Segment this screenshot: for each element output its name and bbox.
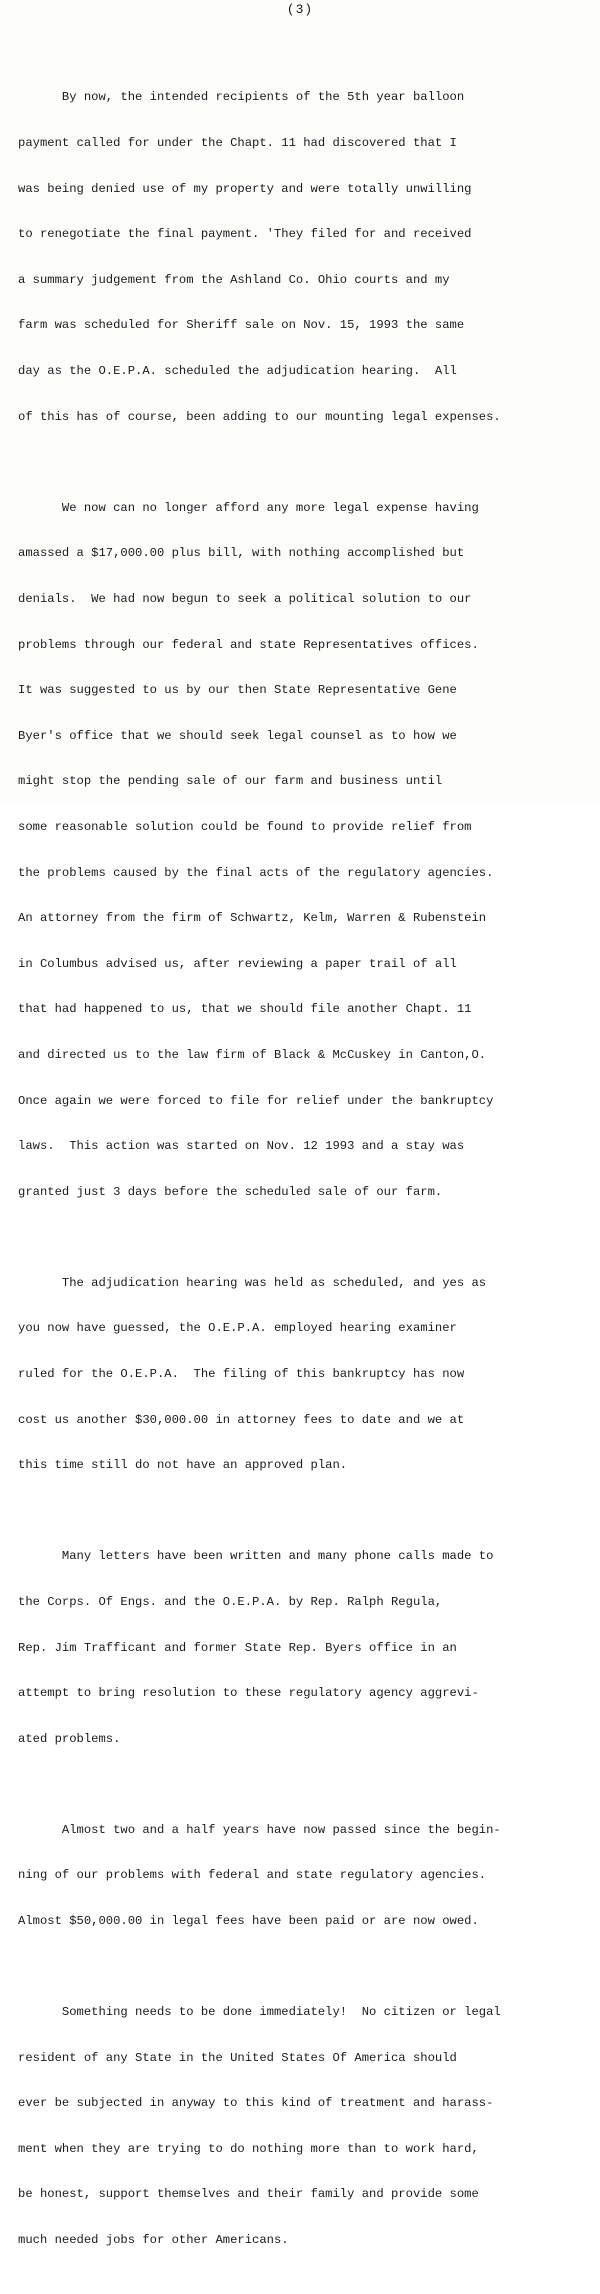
text-line: much needed jobs for other Americans. xyxy=(18,2233,289,2248)
text-line: resident of any State in the United States Of America should xyxy=(18,2050,457,2065)
paragraph-legal-expense xyxy=(18,470,592,1230)
text-line: in Columbus advised us, after reviewing a paper trail of all xyxy=(18,956,457,971)
text-line: problems through our federal and state Representatives offices. xyxy=(18,637,479,652)
text-line: and directed us to the law firm of Black & McCuskey in Canton,O. xyxy=(18,1048,487,1062)
paragraph-call-to-action xyxy=(18,1975,592,2279)
text-line: the problems caused by the final acts of the regulatory agencies. xyxy=(18,865,494,880)
text-line: Rep. Jim Trafficant and former State Rep. Byers office in an xyxy=(18,1640,457,1655)
text-line: might stop the pending sale of our farm and business until xyxy=(18,774,443,789)
text-line: some reasonable solution could be found to provide relief from xyxy=(18,819,472,834)
text-line: farm was scheduled for Sheriff sale on Nov. 15, 1993 the same xyxy=(18,318,465,333)
text-line: amassed a $17,000.00 plus bill, with nothing accomplished but xyxy=(18,546,465,561)
text-line: was being denied use of my property and were totally unwilling xyxy=(18,181,472,196)
text-line: attempt to bring resolution to these regulatory agency aggrevi- xyxy=(18,1686,479,1701)
text-line: ever be subjected in anyway to this kind of treatment and harass- xyxy=(18,2096,494,2111)
text-line: ning of our problems with federal and state regulatory agencies. xyxy=(18,1868,487,1883)
text-line: Once again we were forced to file for relief under the bankruptcy xyxy=(18,1093,494,1108)
paragraph-adjudication-hearing xyxy=(18,1245,592,1503)
text-line: ment when they are trying to do nothing more than to work hard, xyxy=(18,2141,479,2156)
text-line: ated problems. xyxy=(18,1731,121,1746)
text-line: the Corps. Of Engs. and the O.E.P.A. by Rep. Ralph Regula, xyxy=(18,1594,443,1609)
text-line: denials. We had now begun to seek a political solution to our xyxy=(18,591,472,606)
text-line: cost us another $30,000.00 in attorney fees to date and we at xyxy=(18,1412,465,1427)
document-body xyxy=(18,60,592,2294)
text-line: payment called for under the Chapt. 11 had discovered that I xyxy=(18,136,457,151)
text-line: day as the O.E.P.A. scheduled the adjudication hearing. All xyxy=(18,364,457,379)
text-line: An attorney from the firm of Schwartz, Kelm, Warren & Rubenstein xyxy=(18,911,487,926)
text-line: It was suggested to us by our then State Representative Gene xyxy=(18,683,457,698)
text-line: By now, the intended recipients of the 5th year balloon xyxy=(18,90,465,105)
text-line: laws. This action was started on Nov. 12 1993 and a stay was xyxy=(18,1139,465,1154)
text-line: you now have guessed, the O.E.P.A. employed hearing examiner xyxy=(18,1321,457,1336)
text-line: be honest, support themselves and their family and provide some xyxy=(18,2187,479,2202)
text-line: to renegotiate the final payment. 'They filed for and received xyxy=(18,227,472,242)
text-line: Many letters have been written and many phone calls made to xyxy=(18,1549,494,1564)
text-line: of this has of course, been adding to our mounting legal expenses. xyxy=(18,409,501,424)
paragraph-two-and-a-half-years xyxy=(18,1792,592,1959)
text-line: a summary judgement from the Ashland Co. Ohio courts and my xyxy=(18,272,450,287)
text-line: this time still do not have an approved plan. xyxy=(18,1458,348,1473)
text-line: that had happened to us, that we should file another Chapt. 11 xyxy=(18,1002,472,1017)
page-number: (3) xyxy=(286,2,314,17)
paragraph-letters-and-calls xyxy=(18,1519,592,1777)
text-line: Almost two and a half years have now passed since the begin- xyxy=(18,1822,501,1837)
text-line: The adjudication hearing was held as scheduled, and yes as xyxy=(18,1275,487,1290)
text-line: We now can no longer afford any more legal expense having xyxy=(18,500,479,515)
text-line: granted just 3 days before the scheduled sale of our farm. xyxy=(18,1184,443,1199)
text-line: ruled for the O.E.P.A. The filing of this bankruptcy has now xyxy=(18,1367,465,1382)
text-line: Almost $50,000.00 in legal fees have been paid or are now owed. xyxy=(18,1913,479,1928)
text-line: Byer's office that we should seek legal counsel as to how we xyxy=(18,728,457,743)
text-line: Something needs to be done immediately! No citizen or legal xyxy=(18,2004,501,2019)
paragraph-balloon-payment xyxy=(18,60,592,455)
